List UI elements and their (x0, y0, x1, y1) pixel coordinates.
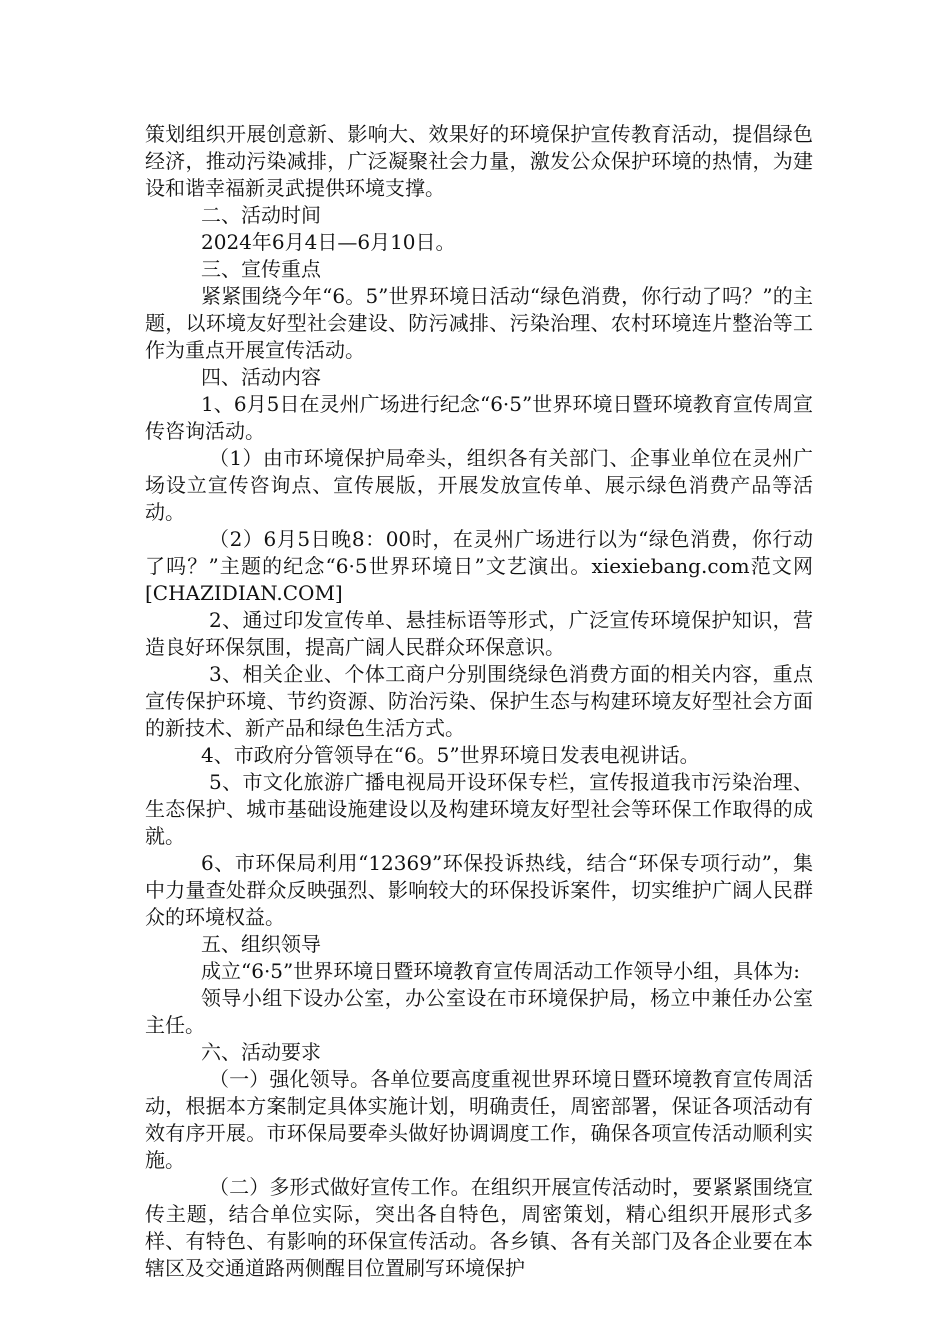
paragraph-item-4: 4、市政府分管领导在“6。5”世界环境日发表电视讲话。 (201, 743, 700, 767)
paragraph-requirement-2: （二）多形式做好宣传工作。在组织开展宣传活动时，要紧紧围绕宣传主题，结合单位实际，突出各自特色，周密策划，精心组织开展形式多样、有特色、有影响的环保宣传活动。各乡镇、各有关部门及各企业要在本辖区及交通道路两侧醒目位置刷写环境保护 (145, 1175, 813, 1280)
paragraph-intro: 策划组织开展创意新、影响大、效果好的环境保护宣传教育活动，提倡绿色经济，推动污染减排，广泛凝聚社会力量，激发公众保护环境的热情，为建设和谐幸福新灵武提供环境支撑。 (145, 122, 813, 200)
paragraph-item-5: 5、市文化旅游广播电视局开设环保专栏，宣传报道我市污染治理、生态保护、城市基础设施建设以及构建环境友好型社会等环保工作取得的成就。 (145, 770, 813, 848)
paragraph-item-1: 1、6月5日在灵州广场进行纪念“6·5”世界环境日暨环境教育宣传周宣传咨询活动。 (145, 392, 813, 443)
paragraph-item-1-sub-2: （2）6月5日晚8：00时，在灵州广场进行以为“绿色消费，你行动了吗？”主题的纪念“6·5世界环境日”文艺演出。xiexiebang.com范文网[CHAZIDIAN.COM] (145, 527, 813, 605)
paragraph-item-2: 2、通过印发宣传单、悬挂标语等形式，广泛宣传环境保护知识，营造良好环保氛围，提高广阔人民群众环保意识。 (145, 608, 813, 659)
heading-activity-content: 四、活动内容 (201, 365, 321, 389)
heading-organization: 五、组织领导 (201, 932, 321, 956)
document-body (145, 121, 813, 1282)
heading-activity-time: 二、活动时间 (201, 203, 321, 227)
paragraph-item-1-sub-1: （1）由市环境保护局牵头，组织各有关部门、企事业单位在灵州广场设立宣传咨询点、宣传展版，开展发放宣传单、展示绿色消费产品等活动。 (145, 446, 813, 524)
paragraph-office: 领导小组下设办公室，办公室设在市环境保护局，杨立中兼任办公室主任。 (145, 986, 813, 1037)
paragraph-item-3: 3、相关企业、个体工商户分别围绕绿色消费方面的相关内容，重点宣传保护环境、节约资源、防治污染、保护生态与构建环境友好型社会方面的新技术、新产品和绿色生活方式。 (145, 662, 813, 740)
paragraph-item-6: 6、市环保局利用“12369”环保投诉热线，结合“环保专项行动”，集中力量查处群众反映强烈、影响较大的环保投诉案件，切实维护广阔人民群众的环境权益。 (145, 851, 813, 929)
paragraph-activity-dates: 2024年6月4日—6月10日。 (201, 230, 456, 254)
heading-requirements: 六、活动要求 (201, 1040, 321, 1064)
paragraph-publicity-focus: 紧紧围绕今年“6。5”世界环境日活动“绿色消费，你行动了吗？”的主题，以环境友好型社会建设、防污减排、污染治理、农村环境连片整治等工作为重点开展宣传活动。 (145, 284, 813, 362)
heading-publicity-focus: 三、宣传重点 (201, 257, 321, 281)
paragraph-requirement-1: （一）强化领导。各单位要高度重视世界环境日暨环境教育宣传周活动，根据本方案制定具体实施计划，明确责任，周密部署，保证各项活动有效有序开展。市环保局要牵头做好协调调度工作，确保各项宣传活动顺利实施。 (145, 1067, 813, 1172)
paragraph-leading-group: 成立“6·5”世界环境日暨环境教育宣传周活动工作领导小组，具体为: (201, 959, 800, 983)
